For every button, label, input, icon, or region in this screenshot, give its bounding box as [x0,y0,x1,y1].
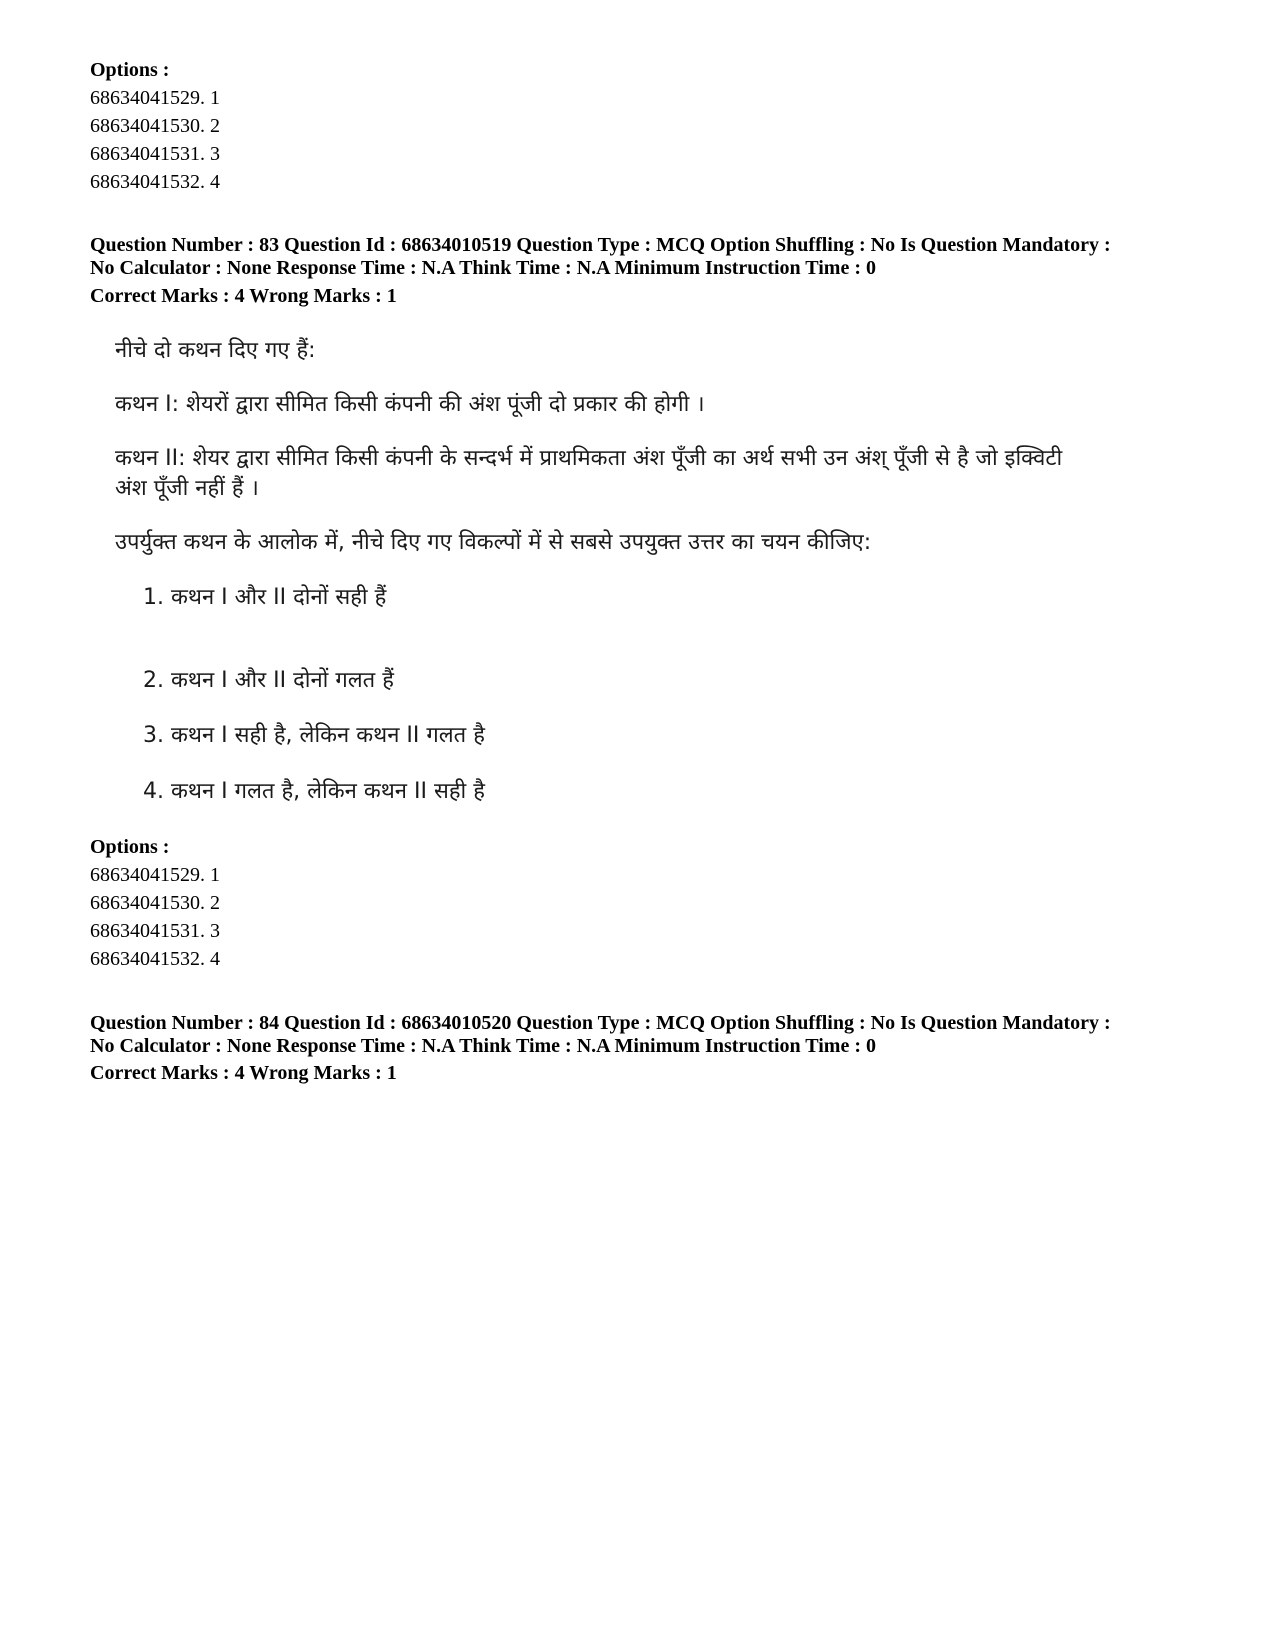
question-marks: Correct Marks : 4 Wrong Marks : 1 [90,285,397,307]
option-item: 68634041532. 4 [90,948,220,970]
answer-choice: 4. कथन I गलत है, लेकिन कथन II सही है [143,779,485,804]
option-item: 68634041530. 2 [90,115,220,137]
question-meta: No Calculator : None Response Time : N.A Think Time : N.A Minimum Instruction Time : 0 [90,257,876,279]
option-item: 68634041529. 1 [90,864,220,886]
answer-choice: 1. कथन I और II दोनों सही हैं [143,585,387,610]
question-meta: Question Number : 84 Question Id : 68634010520 Question Type : MCQ Option Shuffling : No Is Question Mandatory : [90,1012,1111,1034]
options-label: Options : [90,836,170,858]
options-label: Options : [90,59,170,81]
statement-one: कथन I: शेयरों द्वारा सीमित किसी कंपनी की अंश पूंजी दो प्रकार की होगी । [115,392,705,417]
option-item: 68634041530. 2 [90,892,220,914]
option-item: 68634041529. 1 [90,87,220,109]
statement-two-continued: अंश पूँजी नहीं हैं । [115,476,259,501]
answer-choice: 2. कथन I और II दोनों गलत हैं [143,668,394,693]
answer-choice: 3. कथन I सही है, लेकिन कथन II गलत है [143,723,485,748]
question-instruction: उपर्युक्त कथन के आलोक में, नीचे दिए गए विकल्पों में से सबसे उपयुक्त उत्तर का चयन कीजिए: [115,530,872,555]
question-marks: Correct Marks : 4 Wrong Marks : 1 [90,1062,397,1084]
question-intro: नीचे दो कथन दिए गए हैं: [115,338,316,363]
option-item: 68634041531. 3 [90,143,220,165]
question-meta: No Calculator : None Response Time : N.A Think Time : N.A Minimum Instruction Time : 0 [90,1035,876,1057]
option-item: 68634041531. 3 [90,920,220,942]
question-meta: Question Number : 83 Question Id : 68634010519 Question Type : MCQ Option Shuffling : No Is Question Mandatory : [90,234,1111,256]
option-item: 68634041532. 4 [90,171,220,193]
statement-two: कथन II: शेयर द्वारा सीमित किसी कंपनी के सन्दर्भ में प्राथमिकता अंश पूँजी का अर्थ सभी उन अंश् पूँजी से है जो इक्विटी [115,446,1063,471]
